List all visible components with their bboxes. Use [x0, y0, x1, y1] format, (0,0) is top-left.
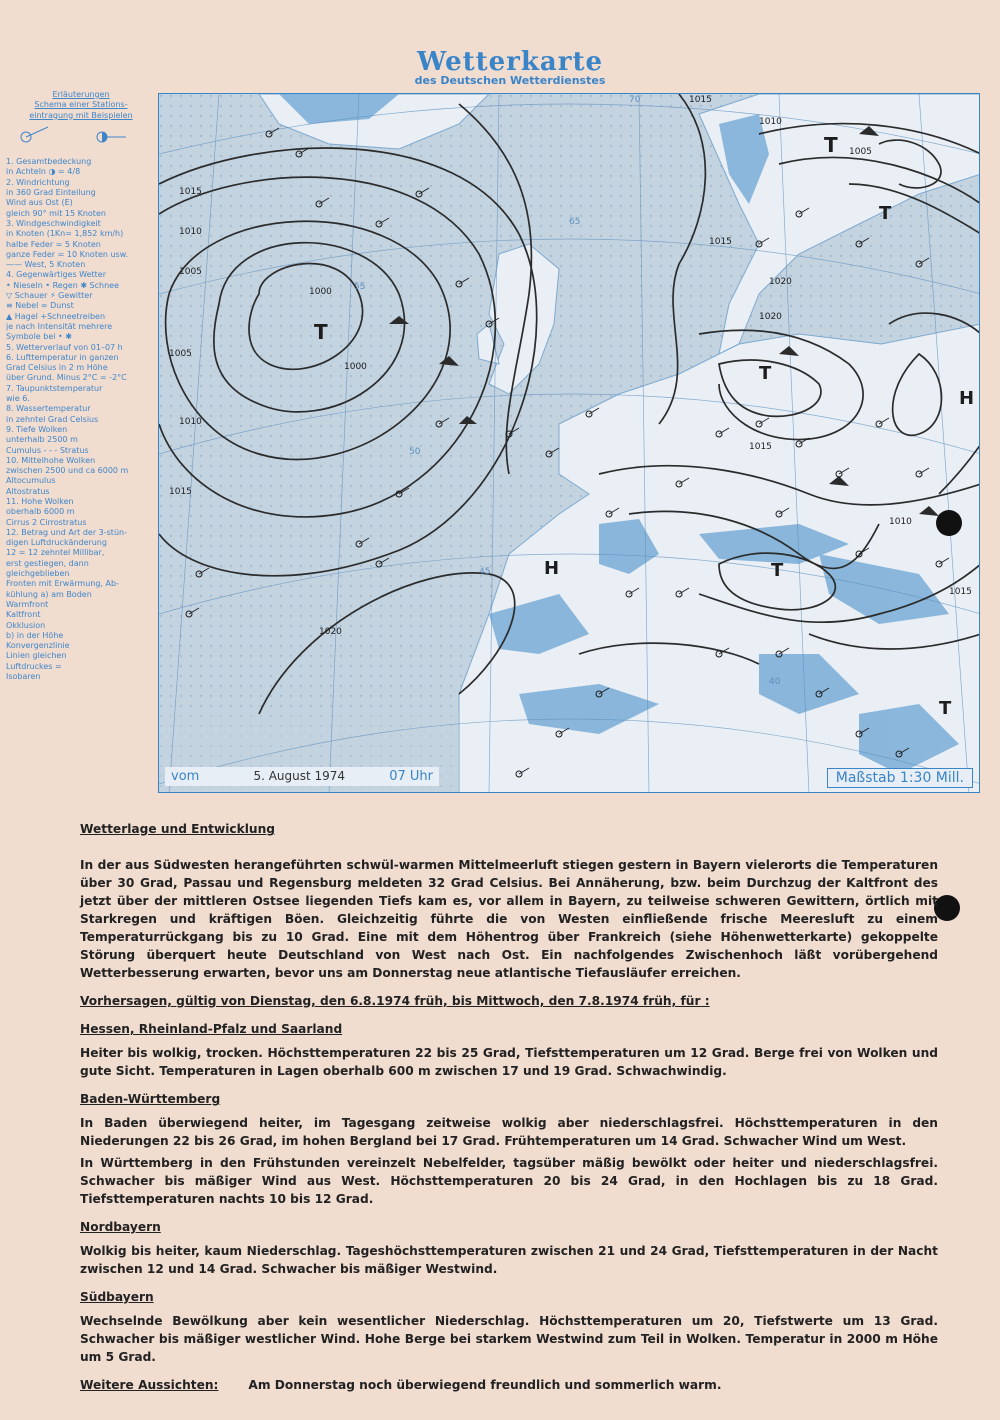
legend: [6, 90, 156, 682]
map-subtitle: des Deutschen Wetterdienstes: [414, 74, 606, 87]
legend-item: ▽ Schauer ⚡ Gewitter: [6, 291, 93, 301]
legend-item: 10. Mittelhohe Wolken: [6, 455, 96, 465]
map-date-bar: [165, 767, 439, 786]
high-center-biscay: H: [544, 558, 560, 579]
isobar-value-label: 1005: [169, 349, 192, 359]
station-model-diagram: [6, 123, 146, 151]
outlook: [80, 1376, 938, 1394]
map-scale: Maßstab 1:30 Mill.: [827, 768, 973, 788]
legend-item: Cirrus 2 Cirrostratus: [6, 517, 87, 527]
isobar-value-label: 1015: [689, 95, 712, 105]
isobar-value-label: 1015: [169, 487, 192, 497]
map-title: Wetterkarte: [417, 47, 603, 77]
legend-item: Fronten mit Erwärmung, Ab-: [6, 579, 119, 589]
legend-item: 7. Taupunktstemperatur: [6, 383, 103, 393]
isobar-value-label: 1020: [769, 277, 792, 287]
region-text-wuerttemberg: In Württemberg in den Frühstunden vereinzelt Nebelfelder, tagsüber mäßig bewölkt oder heiter und niederschlagsfrei. Schwacher bis mäßiger Wind aus West. Höchsttemperaturen 20 bis 24 Grad, in den Hochlagen bis zu 18 Grad. Tiefsttemperaturen nachts 10 bis 12 Grad.: [80, 1156, 938, 1206]
low-center-scandinavia: T: [824, 133, 838, 157]
isobar-value-label: 1010: [759, 117, 782, 127]
low-center-baltic: T: [759, 363, 772, 384]
legend-item: 1. Gesamtbedeckung: [6, 157, 92, 167]
low-center-greece: T: [939, 698, 952, 719]
situation-paragraph: In der aus Südwesten herangeführten schwül-warmen Mittelmeerluft stiegen gestern in Bayern vielerorts die Temperaturen über 30 Grad, Passau und Regensburg meldeten 32 Grad Celsius. Bei Annäherung, bzw. beim Durchzug der Kaltfront des jetzt über der mittleren Ostsee liegenden Tiefs kam es, vor allem in Bayern, zu teilweise schweren Gewittern, örtlich mit Starkregen und kräftigen Böen. Gleichzeitig führte die von Westen einfließende frische Meeresluft zu einem Temperaturrückgang bis zu 10 Grad. Eine mit dem Höhentrog über Frankreich (siehe Höhenwetterkarte) gekoppelte Störung überquert heute Deutschland von West nach Ost. Ein nachfolgendes Zwischenhoch läßt vorübergehend Wetterbesserung erwarten, bevor uns am Donnerstag neue atlantische Tiefausläufer erreichen.: [80, 858, 938, 980]
weather-map: [158, 93, 980, 793]
svg-text:50: 50: [409, 447, 421, 457]
region-text-suedbayern: Wechselnde Bewölkung aber kein wesentlicher Niederschlag. Höchsttemperaturen um 20, Tiefstwerte um 13 Grad. Schwacher bis mäßiger westlicher Wind. Hohe Berge bei starkem Westwind zum Teil in Wolken. Temperatur in 2000 m Höhe um 5 Grad.: [80, 1314, 938, 1364]
region-text-nordbayern: Wolkig bis heiter, kaum Niederschlag. Tageshöchsttemperaturen zwischen 21 und 24 Grad, Tiefsttemperaturen in der Nacht zwischen 12 und 14 Grad. Schwacher bis mäßiger Westwind.: [80, 1244, 938, 1276]
legend-item: • Nieseln • Regen ✱ Schnee: [6, 280, 120, 290]
isobar-value-label: 1005: [179, 267, 202, 277]
legend-item: in Knoten (1Kn= 1,852 km/h): [6, 229, 124, 239]
legend-item: in 360 Grad Einteilung: [6, 188, 96, 198]
isobar-value-label: 1000: [309, 287, 332, 297]
high-center-east: H: [959, 388, 975, 409]
legend-item: Wind aus Ost (E): [6, 198, 73, 208]
svg-text:45: 45: [479, 567, 491, 577]
legend-heading: Erläuterungen: [52, 90, 110, 99]
legend-item: zwischen 2500 und ca 6000 m: [6, 466, 129, 476]
isobar-value-label: 1020: [319, 627, 342, 637]
weather-map-canvas: [159, 94, 980, 793]
legend-item: oberhalb 6000 m: [6, 507, 75, 517]
low-center-atlantic: T: [314, 320, 328, 344]
legend-item: gleichgeblieben: [6, 569, 70, 579]
outlook-text: Am Donnerstag noch überwiegend freundlich und sommerlich warm.: [248, 1378, 722, 1392]
legend-item: digen Luftdruckänderung: [6, 538, 107, 548]
legend-item: —— West, 5 Knoten: [6, 260, 86, 270]
isobar-value-label: 1005: [849, 147, 872, 157]
legend-item: 3. Windgeschwindigkeit: [6, 218, 101, 228]
legend-item: Symbole bei • ✱: [6, 332, 72, 342]
weather-report: [80, 820, 938, 1394]
date-label: vom: [171, 769, 200, 784]
legend-item: Okklusion: [6, 620, 46, 630]
legend-item: Linien gleichen: [6, 651, 67, 661]
low-center-italy: T: [771, 560, 784, 581]
legend-item: 2. Windrichtung: [6, 177, 70, 187]
legend-item: kühlung a) am Boden: [6, 589, 92, 599]
legend-item: b) in der Höhe: [6, 630, 64, 640]
isobar-value-label: 1015: [949, 587, 972, 597]
legend-item: 8. Wassertemperatur: [6, 404, 91, 414]
legend-item: 5. Wetterverlauf von 01–07 h: [6, 342, 123, 352]
outlook-label: Weitere Aussichten:: [80, 1378, 219, 1392]
legend-item: unterhalb 2500 m: [6, 435, 78, 445]
legend-item: ganze Feder = 10 Knoten usw.: [6, 249, 129, 259]
legend-item: Isobaren: [6, 672, 41, 682]
legend-item: erst gestiegen, dann: [6, 558, 89, 568]
svg-text:70: 70: [629, 95, 641, 105]
section-heading-situation: Wetterlage und Entwicklung: [80, 822, 276, 836]
region-heading-hessen: Hessen, Rheinland-Pfalz und Saarland: [80, 1022, 343, 1036]
legend-item: 12. Betrag und Art der 3-stün-: [6, 527, 127, 537]
region-heading-suedbayern: Südbayern: [80, 1290, 154, 1304]
map-date: 5. August 1974: [253, 769, 346, 783]
legend-item: Warmfront: [6, 599, 49, 609]
low-center-north: T: [879, 203, 892, 224]
isobar-value-label: 1000: [344, 362, 367, 372]
map-time: 07 Uhr: [389, 769, 433, 784]
legend-item: gleich 90° mit 15 Knoten: [6, 208, 106, 218]
legend-item: Altostratus: [6, 486, 50, 496]
svg-text:55: 55: [354, 282, 366, 292]
isobar-value-label: 1010: [889, 517, 912, 527]
isobar-value-label: 1015: [749, 442, 772, 452]
legend-item: Cumulus - - - Stratus: [6, 445, 89, 455]
region-text-baden: In Baden überwiegend heiter, im Tagesgang zeitweise wolkig aber niederschlagsfrei. Höchsttemperaturen in den Niederungen 22 bis 26 Grad, im hohen Bergland bei 17 Grad. Frühtemperaturen um 14 Grad. Schwacher Wind um West.: [80, 1116, 938, 1148]
region-heading-baden-wuerttemberg: Baden-Württemberg: [80, 1092, 221, 1106]
isobar-value-label: 1010: [179, 417, 202, 427]
legend-item: Luftdruckes =: [6, 661, 62, 671]
isobar-value-label: 1020: [759, 312, 782, 322]
legend-item: ▲ Hagel +Schneetreiben: [6, 311, 106, 321]
legend-item: halbe Feder = 5 Knoten: [6, 239, 101, 249]
legend-item: über Grund. Minus 2°C = -2°C: [6, 373, 127, 383]
svg-text:65: 65: [569, 217, 581, 227]
legend-item: Altocumulus: [6, 476, 56, 486]
legend-item: 12 = 12 zehntel Millibar,: [6, 548, 105, 558]
legend-item: je nach Intensität mehrere: [6, 321, 113, 331]
punch-hole: [936, 510, 962, 536]
legend-item: 4. Gegenwärtiges Wetter: [6, 270, 107, 280]
region-heading-nordbayern: Nordbayern: [80, 1220, 161, 1234]
legend-item: in Achteln ◑ = 4/8: [6, 167, 81, 177]
legend-item: ≡ Nebel ∞ Dunst: [6, 301, 74, 311]
isobar-value-label: 1010: [179, 227, 202, 237]
legend-item: Grad Celsius in 2 m Höhe: [6, 363, 108, 373]
legend-item: wie 6.: [6, 394, 30, 404]
isobar-value-label: 1015: [709, 237, 732, 247]
legend-item: 9. Tiefe Wolken: [6, 424, 68, 434]
legend-item: Konvergenzlinie: [6, 641, 70, 651]
legend-item: 11. Hohe Wolken: [6, 496, 74, 506]
region-text-hessen: Heiter bis wolkig, trocken. Höchsttemperaturen 22 bis 25 Grad, Tiefsttemperaturen um 12 Grad. Berge frei von Wolken und gute Sicht. Temperaturen in Lagen oberhalb 600 m zwischen 17 und 19 Grad. Schwachwindig.: [80, 1046, 938, 1078]
legend-item: 6. Lufttemperatur in ganzen: [6, 352, 119, 362]
legend-item: Kaltfront: [6, 610, 41, 620]
legend-scheme-title: Schema einer Stations- eintragung mit Beispielen: [29, 100, 133, 120]
isobar-value-label: 1015: [179, 187, 202, 197]
legend-item: in zehntel Grad Celsius: [6, 414, 99, 424]
forecast-header: Vorhersagen, gültig von Dienstag, den 6.8.1974 früh, bis Mittwoch, den 7.8.1974 früh, für :: [80, 994, 710, 1008]
svg-text:40: 40: [769, 677, 781, 687]
